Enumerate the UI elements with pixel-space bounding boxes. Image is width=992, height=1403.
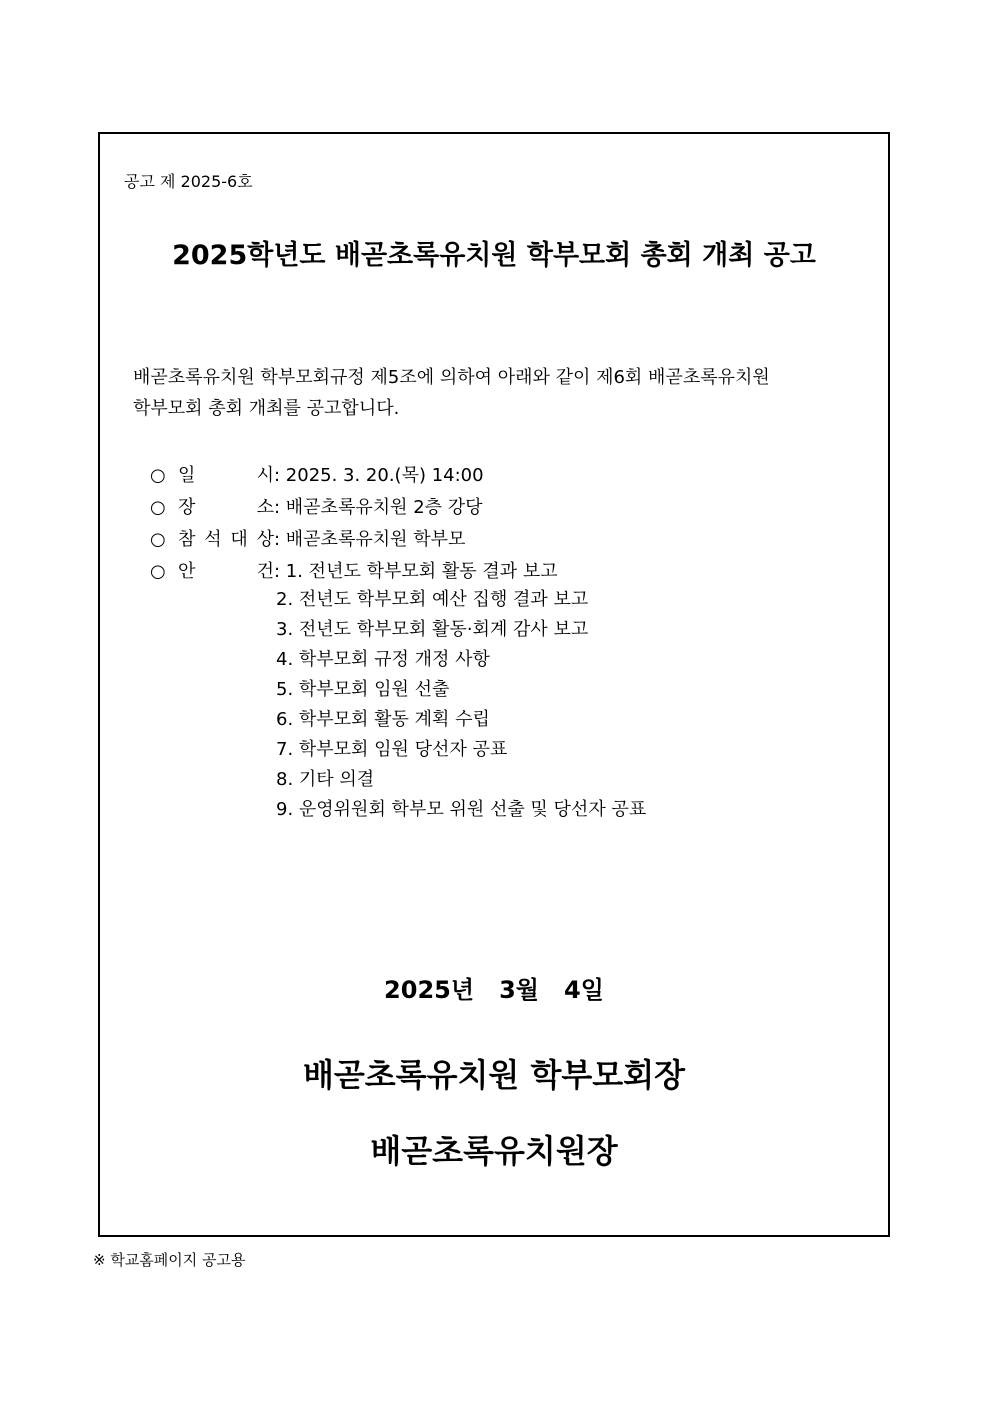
intro-paragraph xyxy=(133,362,770,424)
detail-label: 장 소 xyxy=(178,497,274,518)
agenda-item: 7. 학부모회 임원 당선자 공표 xyxy=(276,739,508,760)
circle-bullet: ○ xyxy=(150,465,166,486)
agenda-item: 6. 학부모회 활동 계획 수립 xyxy=(276,709,490,730)
detail-value: : 2025. 3. 20.(목) 14:00 xyxy=(274,465,484,486)
agenda-item: 2. 전년도 학부모회 예산 집행 결과 보고 xyxy=(276,589,589,610)
detail-agenda xyxy=(150,556,558,588)
detail-value: : 배곧초록유치원 학부모 xyxy=(274,529,466,550)
footnote: ※ 학교홈페이지 공고용 xyxy=(93,1251,246,1269)
circle-bullet: ○ xyxy=(150,529,166,550)
circle-bullet: ○ xyxy=(150,561,166,582)
notice-number: 공고 제 2025-6호 xyxy=(124,172,253,191)
details-list xyxy=(150,460,558,588)
signer-kindergarten-director: 배곧초록유치원장 xyxy=(370,1132,618,1170)
agenda-item: 4. 학부모회 규정 개정 사항 xyxy=(276,649,490,670)
agenda-list xyxy=(276,585,646,825)
document-title: 2025학년도 배곧초록유치원 학부모회 총회 개최 공고 xyxy=(172,240,816,271)
signer-parent-association-president: 배곧초록유치원 학부모회장 xyxy=(302,1056,686,1094)
detail-date-time xyxy=(150,460,558,492)
detail-attendees xyxy=(150,524,558,556)
intro-line: 학부모회 총회 개최를 공고합니다. xyxy=(133,398,400,419)
agenda-item: 8. 기타 의결 xyxy=(276,769,375,790)
agenda-item: 3. 전년도 학부모회 활동·회계 감사 보고 xyxy=(276,619,589,640)
detail-place xyxy=(150,492,558,524)
detail-value: : 배곧초록유치원 2층 강당 xyxy=(274,497,483,518)
notice-date: 2025년 3월 4일 xyxy=(384,976,604,1004)
detail-label: 일 시 xyxy=(178,465,274,486)
circle-bullet: ○ xyxy=(150,497,166,518)
detail-label: 안 건 xyxy=(178,561,274,582)
detail-value: : 1. 전년도 학부모회 활동 결과 보고 xyxy=(274,561,558,582)
agenda-item: 5. 학부모회 임원 선출 xyxy=(276,679,450,700)
agenda-item: 9. 운영위원회 학부모 위원 선출 및 당선자 공표 xyxy=(276,799,647,820)
intro-line: 배곧초록유치원 학부모회규정 제5조에 의하여 아래와 같이 제6회 배곧초록유치원 xyxy=(133,367,770,388)
detail-label: 참 석 대 상 xyxy=(178,529,274,550)
